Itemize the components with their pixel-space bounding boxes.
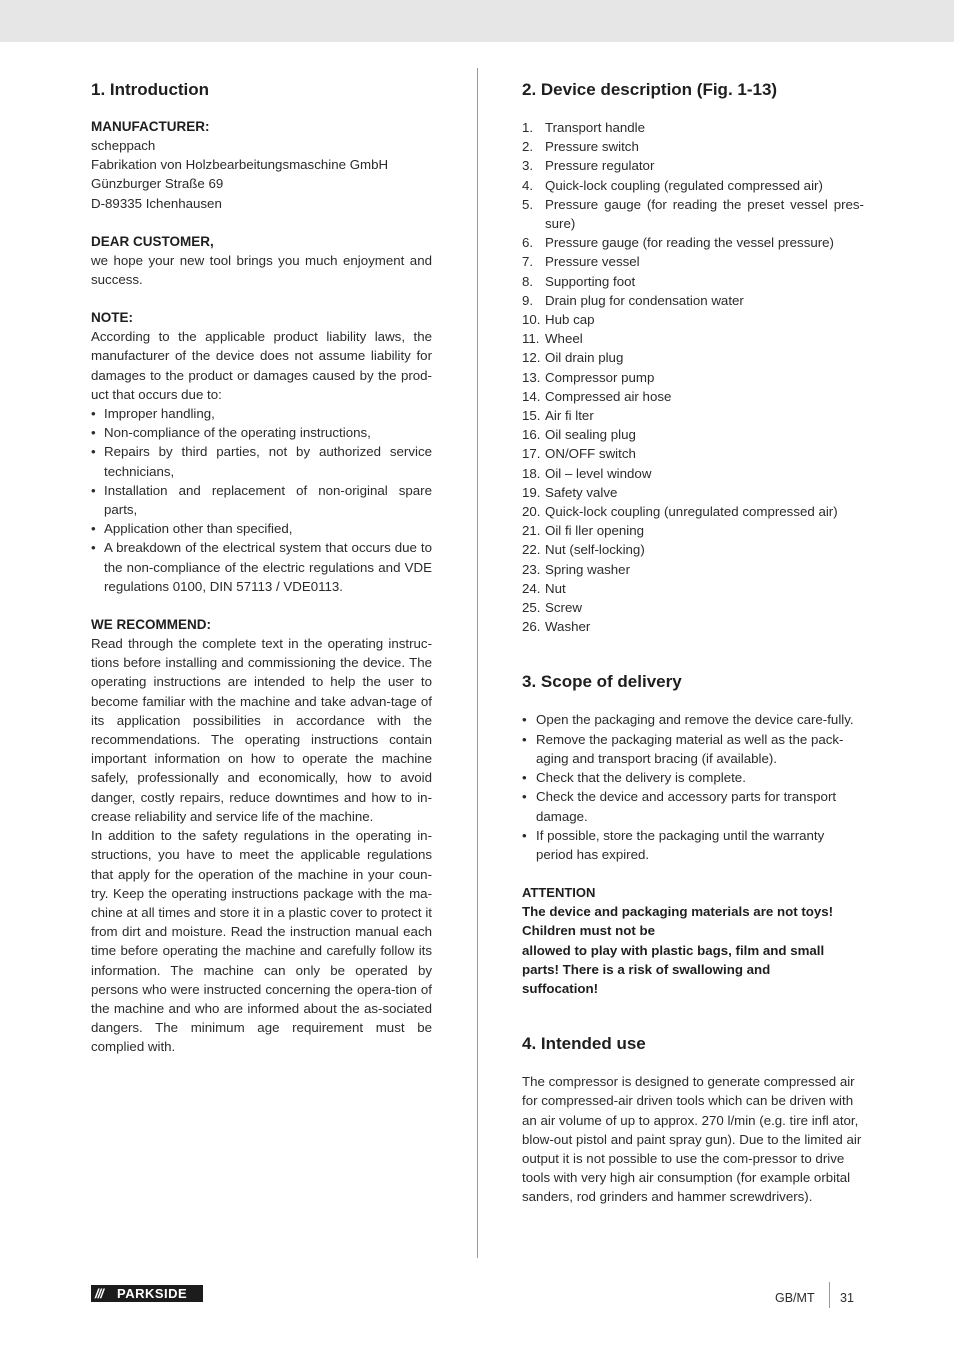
dear-customer-text: we hope your new tool brings you much enjoyment and success. — [91, 252, 432, 288]
item-text: Compressor pump — [545, 369, 655, 385]
manufacturer-line: D-89335 Ichenhausen — [91, 195, 222, 211]
item-text: Screw — [545, 600, 582, 616]
list-item: • Open the packaging and remove the device care-fully. — [522, 710, 864, 729]
item-number: 21. — [522, 523, 541, 539]
list-item — [522, 176, 864, 195]
language-code: GB/MT — [775, 1291, 815, 1305]
list-item — [522, 156, 864, 175]
list-item: • Remove the packaging material as well as the pack-aging and transport bracing (if available). — [522, 730, 864, 768]
list-item — [522, 348, 864, 367]
list-item — [522, 425, 864, 444]
attention-line: suffocation! — [522, 980, 599, 996]
item-number: 7. — [522, 254, 534, 270]
item-text: Supporting foot — [545, 273, 636, 289]
attention-line: The device and packaging materials are not toys! — [522, 904, 834, 920]
item-text: Pressure gauge (for reading the preset vessel pres-sure) — [545, 196, 864, 232]
item-number: 25. — [522, 600, 541, 616]
item-number: 4. — [522, 177, 534, 193]
intended-use-text: The compressor is designed to generate compressed air for compressed-air driven tools which can be driven with an air volume of up to approx. 270 l/min (e.g. tire infl ator, blow-out pistol and paint spray gun). Due to the limited air output it is not possible to use the com-pressor to drive tools with very high air consumption (for example orbital sanders, rod grinders and hammer screwdrivers). — [522, 1074, 862, 1205]
item-text: Spring washer — [545, 561, 630, 577]
list-item — [522, 560, 864, 579]
note-heading: NOTE: — [91, 310, 133, 326]
item-number: 9. — [522, 292, 534, 308]
list-item — [522, 579, 864, 598]
list-item — [522, 368, 864, 387]
item-number: 1. — [522, 120, 534, 135]
page-number: 31 — [840, 1291, 854, 1305]
item-text: Drain plug for condensation water — [545, 292, 744, 308]
list-item — [522, 444, 864, 463]
list-item — [522, 137, 864, 156]
list-item: • Repairs by third parties, not by authorized service technicians, — [91, 442, 432, 480]
manufacturer-line: scheppach — [91, 138, 156, 153]
item-number: 15. — [522, 408, 541, 424]
logo-stripes: /// — [95, 1285, 103, 1301]
item-number: 5. — [522, 196, 534, 212]
item-number: 16. — [522, 427, 541, 443]
list-item — [522, 387, 864, 406]
item-number: 18. — [522, 465, 541, 481]
list-item: • Check the device and accessory parts for transport damage. — [522, 787, 864, 825]
recommend-paragraph: Read through the complete text in the operating instruc-tions before installing and commissioning the device. The operating instructions are intended to help the user to become familiar with the machine and take advan-tage of its application possibilities in accordance with the recommendations. The operating instructions contain important information on how to operate the machine safely, professionally and economically, how to avoid danger, costly repairs, reduce downtimes and how to in-crease reliability and service life of the machine. — [91, 636, 432, 824]
list-item — [522, 598, 864, 617]
manufacturer-line: Fabrikation von Holzbearbeitungsmaschine GmbH — [91, 157, 389, 173]
column-divider — [477, 68, 478, 1258]
list-item: • Non-compliance of the operating instructions, — [91, 423, 432, 442]
item-text: Transport handle — [545, 120, 646, 135]
note-text: According to the applicable product liability laws, the manufacturer of the device does not assume liability for damages to the product or damages caused by the prod-uct that occurs due to: — [91, 329, 432, 402]
item-text: Wheel — [545, 331, 583, 347]
left-column — [91, 78, 432, 1057]
item-text: Pressure gauge (for reading the vessel pressure) — [545, 235, 834, 251]
item-text: Air fi lter — [545, 408, 594, 424]
item-number: 17. — [522, 446, 541, 462]
item-text: Nut — [545, 580, 566, 596]
note-list — [91, 404, 432, 596]
list-item — [522, 272, 864, 291]
logo-brand: PARKSIDE — [117, 1285, 188, 1301]
item-text: Pressure switch — [545, 139, 639, 155]
item-number: 6. — [522, 235, 534, 251]
list-item: • Improper handling, — [91, 404, 432, 423]
item-text: Hub cap — [545, 312, 595, 328]
device-description-title: 2. Device description (Fig. 1-13) — [522, 80, 778, 99]
intro-title: 1. Introduction — [91, 80, 210, 99]
manufacturer-heading: MANUFACTURER: — [91, 119, 210, 134]
parts-list — [522, 118, 864, 636]
item-text: Safety valve — [545, 484, 618, 500]
item-number: 8. — [522, 273, 534, 289]
list-item — [522, 195, 864, 233]
dear-customer-heading: DEAR CUSTOMER, — [91, 233, 214, 249]
item-number: 14. — [522, 388, 541, 404]
intended-use-title: 4. Intended use — [522, 1034, 646, 1054]
item-number: 24. — [522, 580, 541, 596]
item-text: Compressed air hose — [545, 388, 672, 404]
item-number: 20. — [522, 504, 541, 520]
list-item — [522, 521, 864, 540]
scope-title: 3. Scope of delivery — [522, 672, 682, 692]
attention-line: allowed to play with plastic bags, film and small — [522, 942, 825, 958]
manufacturer-line: Günzburger Straße 69 — [91, 176, 224, 192]
scope-list — [522, 710, 864, 864]
list-item — [522, 291, 864, 310]
list-item — [522, 252, 864, 271]
list-item: • A breakdown of the electrical system that occurs due to the non-compliance of the electric regulations and VDE regulations 0100, DIN 57113 / VDE0113. — [91, 538, 432, 596]
item-text: Pressure vessel — [545, 254, 640, 270]
header-bar — [0, 0, 954, 42]
list-item: • Check that the delivery is complete. — [522, 768, 864, 787]
list-item: • If possible, store the packaging until the warranty period has expired. — [522, 826, 864, 864]
item-number: 13. — [522, 369, 541, 385]
item-number: 26. — [522, 619, 541, 635]
item-text: Quick-lock coupling (unregulated compressed air) — [545, 504, 838, 520]
item-number: 3. — [522, 158, 534, 174]
recommend-heading: WE RECOMMEND: — [91, 617, 211, 633]
item-text: Washer — [545, 619, 591, 635]
recommend-paragraph: In addition to the safety regulations in the operating in-structions, you have to meet the applicable regulations that apply for the operation of the machine in your coun-try. Keep the operating instructions package with the ma-chine at all times and store it in a plastic cover to protect it from dirt and moisture. Read the instruction manual each time before operating the machine and carefully follow its information. The machine can only be operated by persons who were instructed concerning the opera-tion of the machine and who are informed about the as-sociated dangers. The minimum age requirement must be complied with. — [91, 828, 432, 1055]
item-text: Oil drain plug — [545, 350, 624, 366]
list-item — [522, 329, 864, 348]
list-item — [522, 483, 864, 502]
list-item — [522, 118, 864, 137]
attention-heading: ATTENTION — [522, 885, 596, 901]
list-item — [522, 502, 864, 521]
item-number: 22. — [522, 542, 541, 558]
list-item — [522, 406, 864, 425]
item-text: Pressure regulator — [545, 158, 655, 174]
item-text: Oil fi ller opening — [545, 523, 645, 539]
item-number: 23. — [522, 561, 541, 577]
item-number: 2. — [522, 139, 534, 155]
item-text: Quick-lock coupling (regulated compressed air) — [545, 177, 823, 193]
item-text: ON/OFF switch — [545, 446, 636, 462]
item-number: 19. — [522, 484, 541, 500]
item-number: 12. — [522, 350, 541, 366]
right-column — [522, 78, 864, 1207]
list-item: • Application other than specified, — [91, 519, 432, 538]
item-text: Oil – level window — [545, 465, 652, 481]
footer-divider — [829, 1282, 830, 1308]
list-item — [522, 617, 864, 636]
item-text: Oil sealing plug — [545, 427, 636, 443]
list-item — [522, 464, 864, 483]
list-item — [522, 233, 864, 252]
attention-line: Children must not be — [522, 923, 655, 939]
list-item — [522, 310, 864, 329]
parkside-logo — [91, 1285, 203, 1302]
item-number: 11. — [522, 331, 540, 347]
item-text: Nut (self-locking) — [545, 542, 645, 558]
list-item: • Installation and replacement of non-original spare parts, — [91, 481, 432, 519]
list-item — [522, 540, 864, 559]
attention-line: parts! There is a risk of swallowing and — [522, 961, 771, 977]
item-number: 10. — [522, 312, 541, 328]
